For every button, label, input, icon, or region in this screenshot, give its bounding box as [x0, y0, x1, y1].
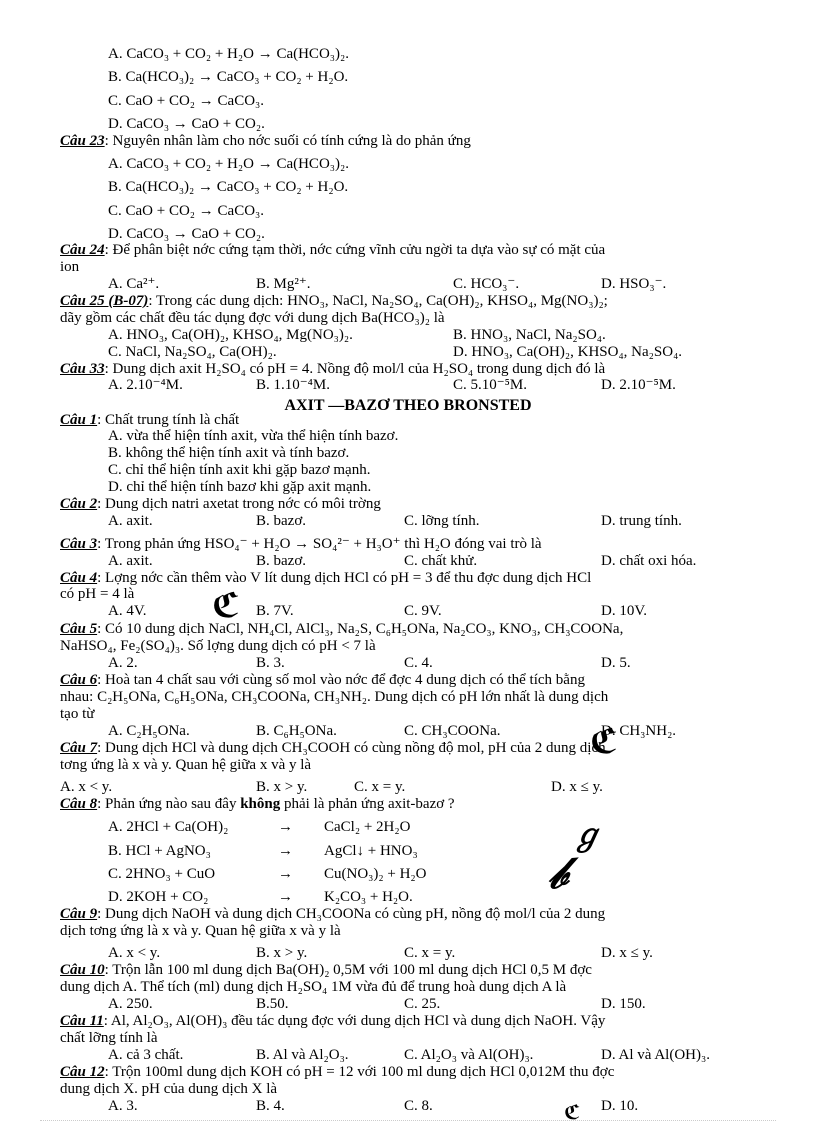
- option-b: B. HNO₃, NaCl, Na₂SO₄.: [453, 327, 606, 343]
- question-label: Câu 2: [60, 496, 98, 512]
- question-label: Câu 1: [60, 412, 98, 428]
- question-label: Câu 25 (B-07): [60, 293, 149, 309]
- products: AgCl↓ + HNO₃: [324, 843, 418, 859]
- option-c: C. lỡng tính.: [404, 513, 480, 529]
- option-b: B. x > y.: [256, 945, 308, 961]
- arrow: →: [278, 819, 293, 835]
- question-text: : Dung dịch axit H₂SO₄ có pH = 4. Nồng độ mol/l của H₂SO₄ trong dung dịch đó là: [104, 361, 606, 377]
- option-d: D. 10.: [601, 1098, 639, 1114]
- products: Cu(NO₃)₂ + H₂O: [324, 866, 427, 882]
- q23-option-a: A. CaCO₃ + CO₂ + H₂O → Ca(HCO₃)₂.: [108, 156, 349, 172]
- reactants: A. 2HCl + Ca(OH)₂: [108, 819, 229, 835]
- q23-option-d: D. CaCO₃ → CaO + CO₂.: [108, 226, 265, 242]
- option-a: A. C₂H₅ONa.: [108, 723, 190, 739]
- option-d: D. CH₃NH₂.: [601, 723, 677, 739]
- q24-options: [108, 276, 666, 293]
- question-label: Câu 12: [60, 1064, 105, 1080]
- reactants: B. HCl + AgNO₃: [108, 843, 211, 859]
- question-text: : Phản ứng nào sau đây: [97, 796, 241, 812]
- option-a: A. cả 3 chất.: [108, 1047, 184, 1063]
- option-b: B. C₆H₅ONa.: [256, 723, 337, 739]
- question-8: [60, 796, 455, 813]
- option-d: D. 150.: [601, 996, 646, 1012]
- option-c: C. 25.: [404, 996, 441, 1012]
- question-6-cont2: tạo từ: [60, 706, 95, 722]
- question-4-cont: có pH = 4 là: [60, 586, 135, 602]
- question-label: Câu 24: [60, 242, 105, 258]
- option-c: C. 4.: [404, 655, 433, 671]
- question-12-cont: dung dịch X. pH của dung dịch X là: [60, 1081, 278, 1097]
- watermark-glyph-4: 𝒷: [548, 848, 567, 899]
- q7-options: [60, 779, 603, 796]
- question-23: [60, 133, 471, 150]
- question-33: [60, 361, 605, 378]
- option-c: C. chất khử.: [404, 553, 478, 569]
- option-c: C. x = y.: [404, 945, 456, 961]
- question-label: Câu 23: [60, 133, 105, 149]
- q1-option-a: A. vừa thể hiện tính axit, vừa thể hiện tính bazơ.: [108, 428, 399, 444]
- question-24-cont: ion: [60, 259, 80, 275]
- q8-reaction-d: [108, 889, 413, 906]
- q5-options: [108, 655, 631, 672]
- question-text: : Trộn lẫn 100 ml dung dịch Ba(OH)₂ 0,5M với 100 ml dung dịch HCl 0,5 M đợc: [104, 962, 592, 978]
- option-b: B. 4.: [256, 1098, 285, 1114]
- option-a: A. 250.: [108, 996, 153, 1012]
- question-1: [60, 412, 239, 429]
- option-b: B. Mg²⁺.: [256, 276, 311, 292]
- option-b: B. Al và Al₂O₃.: [256, 1047, 349, 1063]
- question-11-cont: chất lỡng tính là: [60, 1030, 158, 1046]
- question-label: Câu 11: [60, 1013, 104, 1029]
- question-4: [60, 570, 591, 587]
- question-label: Câu 8: [60, 796, 98, 812]
- q33-options: [108, 377, 676, 394]
- watermark-glyph-2: ℭ: [590, 722, 618, 762]
- option-a: A. axit.: [108, 513, 153, 529]
- q23-option-c: C. CaO + CO₂ → CaCO₃.: [108, 203, 265, 219]
- question-text: : Lợng nớc cần thêm vào V lít dung dịch HCl có pH = 3 để thu đợc dung dịch HCl: [97, 570, 592, 586]
- question-10-cont: dung dịch A. Thể tích (ml) dung dịch H₂SO₄ 1M vừa đủ để trung hoà dung dịch A là: [60, 979, 567, 995]
- q8-reaction-b: [108, 843, 418, 860]
- watermark-glyph-5: ℭ: [564, 1100, 581, 1124]
- reactants: D. 2KOH + CO₂: [108, 889, 209, 905]
- question-label: Câu 5: [60, 621, 98, 637]
- option-c: C. x = y.: [354, 779, 406, 795]
- question-5: [60, 621, 623, 638]
- q1-option-d: D. chỉ thể hiện tính bazơ khi gặp axit mạnh.: [108, 479, 372, 495]
- q25-options-row1: [108, 327, 606, 344]
- q2-options: [108, 513, 682, 530]
- question-24: [60, 242, 605, 259]
- products: K₂CO₃ + H₂O.: [324, 889, 413, 905]
- q22-option-a: A. CaCO₃ + CO₂ + H₂O → Ca(HCO₃)₂.: [108, 46, 349, 62]
- question-text: : Có 10 dung dịch NaCl, NH₄Cl, AlCl₃, Na₂S, C₆H₅ONa, Na₂CO₃, KNO₃, CH₃COONa,: [97, 621, 624, 637]
- option-d: D. x ≤ y.: [601, 945, 653, 961]
- question-label: Câu 9: [60, 906, 98, 922]
- section-title: AXIT —BAZƠ THEO BRONSTED: [284, 397, 532, 414]
- option-a: A. axit.: [108, 553, 153, 569]
- option-b: B. 7V.: [256, 603, 294, 619]
- option-c: C. 9V.: [404, 603, 442, 619]
- footer-divider: [40, 1120, 776, 1121]
- question-text: : Trộn 100ml dung dịch KOH có pH = 12 với 100 ml dung dịch HCl 0,012M thu đợc: [104, 1064, 615, 1080]
- question-label: Câu 4: [60, 570, 98, 586]
- option-d: D. Al và Al(OH)₃.: [601, 1047, 710, 1063]
- question-3: [60, 536, 542, 553]
- option-d: D. HNO₃, Ca(OH)₂, KHSO₄, Na₂SO₄.: [453, 344, 683, 360]
- option-b: B. 3.: [256, 655, 285, 671]
- option-c: C. Al₂O₃ và Al(OH)₃.: [404, 1047, 534, 1063]
- q9-options: [108, 945, 653, 962]
- option-a: A. HNO₃, Ca(OH)₂, KHSO₄, Mg(NO₃)₂.: [108, 327, 353, 343]
- option-d: D. chất oxi hóa.: [601, 553, 697, 569]
- option-d: D. HSO₃⁻.: [601, 276, 667, 292]
- option-a: A. x < y.: [108, 945, 161, 961]
- products: CaCl₂ + 2H₂O: [324, 819, 411, 835]
- question-label: Câu 7: [60, 740, 98, 756]
- option-b: B. bazơ.: [256, 513, 307, 529]
- q3-options: [108, 553, 696, 570]
- question-5-cont: NaHSO₄, Fe₂(SO₄)₃. Số lợng dung dịch có pH < 7 là: [60, 638, 376, 654]
- question-9: [60, 906, 605, 923]
- arrow: →: [278, 843, 293, 859]
- option-c: C. 8.: [404, 1098, 433, 1114]
- question-text: : Al, Al₂O₃, Al(OH)₃ đều tác dụng đợc với dung dịch HCl và dung dịch NaOH. Vậy: [103, 1013, 606, 1029]
- option-d: D. 2.10⁻⁵M.: [601, 377, 676, 393]
- option-c: C. NaCl, Na₂SO₄, Ca(OH)₂.: [108, 344, 277, 360]
- question-7: [60, 740, 606, 757]
- option-a: A. 3.: [108, 1098, 138, 1114]
- q10-options: [108, 996, 646, 1013]
- question-6: [60, 672, 585, 689]
- q12-options: [108, 1098, 638, 1115]
- option-b: B. 1.10⁻⁴M.: [256, 377, 330, 393]
- question-text: : Trong phản ứng HSO₄⁻ + H₂O → SO₄²⁻ + H₃O⁺ thì H₂O đóng vai trò là: [97, 536, 542, 552]
- option-d: D. x ≤ y.: [551, 779, 603, 795]
- watermark-glyph-3: ℊ: [572, 818, 602, 853]
- arrow: →: [278, 866, 293, 882]
- question-6-cont: nhau: C₂H₅ONa, C₆H₅ONa, CH₃COONa, CH₃NH₂. Dung dịch có pH lớn nhất là dung dịch: [60, 689, 609, 705]
- question-2: [60, 496, 381, 513]
- question-11: [60, 1013, 605, 1030]
- question-12: [60, 1064, 614, 1081]
- q25-options-row2: [108, 344, 682, 361]
- question-label: Câu 10: [60, 962, 105, 978]
- question-text: : Hoà tan 4 chất sau với cùng số mol vào nớc để đợc 4 dung dịch có thể tích bằng: [97, 672, 585, 688]
- q1-option-b: B. không thể hiện tính axit và tính bazơ.: [108, 445, 350, 461]
- question-label: Câu 33: [60, 361, 105, 377]
- question-text: : Trong các dung dịch: HNO₃, NaCl, Na₂SO₄, Ca(OH)₂, KHSO₄, Mg(NO₃)₂;: [148, 293, 608, 309]
- option-a: A. 2.10⁻⁴M.: [108, 377, 183, 393]
- q11-options: [108, 1047, 710, 1064]
- option-b: B.50.: [256, 996, 289, 1012]
- question-text: : Để phân biệt nớc cứng tạm thời, nớc cứng vĩnh cửu ngời ta dựa vào sự có mặt của: [104, 242, 606, 258]
- option-d: D. 5.: [601, 655, 631, 671]
- q8-reaction-a: [108, 819, 410, 836]
- reactants: C. 2HNO₃ + CuO: [108, 866, 216, 882]
- question-9-cont: dịch tơng ứng là x và y. Quan hệ giữa x và y là: [60, 923, 341, 939]
- option-c: C. CH₃COONa.: [404, 723, 501, 739]
- q22-option-c: C. CaO + CO₂ → CaCO₃.: [108, 93, 265, 109]
- q22-option-d: D. CaCO₃ → CaO + CO₂.: [108, 116, 265, 132]
- option-a: A. 4V.: [108, 603, 147, 619]
- question-text: : Dung dịch natri axetat trong nớc có môi trờng: [97, 496, 381, 512]
- question-text-end: phải là phản ứng axit-bazơ ?: [280, 796, 455, 812]
- question-emphasis: không: [240, 796, 281, 812]
- question-25: [60, 293, 608, 310]
- question-25-cont: dãy gồm các chất đều tác dụng đợc với dung dịch Ba(HCO₃)₂ là: [60, 310, 445, 326]
- question-text: : Nguyên nhân làm cho nớc suối có tính cứng là do phản ứng: [104, 133, 471, 149]
- question-text: : Chất trung tính là chất: [97, 412, 240, 428]
- arrow: →: [278, 889, 293, 905]
- watermark-glyph-1: ℭ: [212, 586, 240, 626]
- q1-option-c: C. chỉ thể hiện tính axit khi gặp bazơ mạnh.: [108, 462, 371, 478]
- question-text: : Dung dịch HCl và dung dịch CH₃COOH có cùng nồng độ mol, pH của 2 dung dịch: [97, 740, 606, 756]
- question-text: : Dung dịch NaOH và dung dịch CH₃COONa có cùng pH, nồng độ mol/l của 2 dung: [97, 906, 606, 922]
- option-a: A. Ca²⁺.: [108, 276, 160, 292]
- option-c: C. HCO₃⁻.: [453, 276, 520, 292]
- option-c: C. 5.10⁻⁵M.: [453, 377, 527, 393]
- option-b: B. x > y.: [256, 779, 308, 795]
- option-a: A. 2.: [108, 655, 138, 671]
- q23-option-b: B. Ca(HCO₃)₂ → CaCO₃ + CO₂ + H₂O.: [108, 179, 349, 195]
- question-7-cont: tơng ứng là x và y. Quan hệ giữa x và y là: [60, 757, 312, 773]
- option-a: A. x < y.: [60, 779, 113, 795]
- option-b: B. bazơ.: [256, 553, 307, 569]
- question-label: Câu 3: [60, 536, 98, 552]
- question-label: Câu 6: [60, 672, 98, 688]
- q8-reaction-c: [108, 866, 426, 883]
- q4-options: [108, 603, 647, 620]
- option-d: D. 10V.: [601, 603, 647, 619]
- question-10: [60, 962, 592, 979]
- option-d: D. trung tính.: [601, 513, 682, 529]
- q22-option-b: B. Ca(HCO₃)₂ → CaCO₃ + CO₂ + H₂O.: [108, 69, 349, 85]
